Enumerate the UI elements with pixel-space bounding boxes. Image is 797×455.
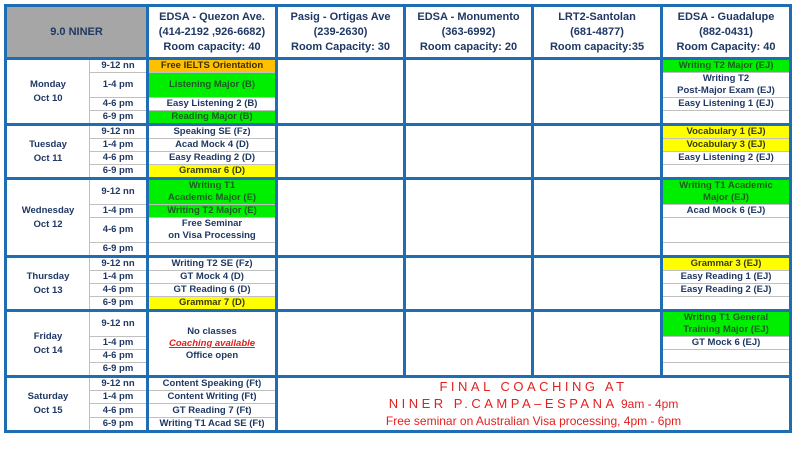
class-cell: Listening Major (B) — [148, 73, 277, 98]
class-cell — [662, 363, 791, 377]
branch-phone: (882-0431) — [699, 25, 753, 38]
class-cell — [662, 311, 791, 337]
class-cell: Grammar 6 (D) — [148, 165, 277, 179]
table-row — [6, 179, 791, 205]
empty-cell — [277, 257, 405, 311]
day-name: Saturday — [27, 391, 69, 402]
branch-header-santolan — [533, 6, 662, 59]
time-slot: 4-6 pm — [90, 404, 148, 417]
class-cell: Writing T2 Major (E) — [148, 205, 277, 218]
class-line: Writing T1 — [188, 180, 236, 191]
office-open-label: Office open — [185, 349, 239, 361]
empty-cell — [277, 311, 405, 377]
branch-phone: (681-4877) — [570, 25, 624, 38]
class-cell: Easy Reading 2 (D) — [148, 152, 277, 165]
class-cell: Easy Listening 2 (B) — [148, 98, 277, 111]
time-slot: 6-9 pm — [90, 165, 148, 179]
day-name: Monday — [30, 78, 66, 90]
class-line: Major (EJ) — [703, 192, 749, 203]
time-slot: 4-6 pm — [90, 284, 148, 297]
time-slot: 9-12 nn — [90, 59, 148, 73]
table-row — [6, 125, 791, 139]
branch-capacity: Room Capacity: 30 — [291, 40, 391, 53]
time-slot: 6-9 pm — [90, 363, 148, 377]
class-line: Training Major (EJ) — [683, 324, 769, 335]
time-slot: 1-4 pm — [90, 271, 148, 284]
time-slot: 1-4 pm — [90, 73, 148, 98]
class-cell: Easy Reading 2 (EJ) — [662, 284, 791, 297]
branch-name: EDSA - Quezon Ave. — [159, 10, 265, 23]
empty-cell — [277, 125, 405, 179]
time-slot: 9-12 nn — [90, 257, 148, 271]
brand-title: 9.0 NINER — [6, 6, 148, 59]
empty-cell — [405, 179, 533, 257]
class-cell: Grammar 3 (EJ) — [662, 257, 791, 271]
class-cell — [662, 297, 791, 311]
time-slot: 6-9 pm — [90, 111, 148, 125]
class-cell: Easy Listening 2 (EJ) — [662, 152, 791, 165]
empty-cell — [405, 311, 533, 377]
empty-cell — [405, 257, 533, 311]
day-cell-wednesday — [6, 179, 90, 257]
time-slot: 4-6 pm — [90, 152, 148, 165]
class-cell — [148, 179, 277, 205]
day-date: Oct 10 — [33, 92, 63, 104]
day-cell-saturday — [6, 377, 90, 432]
time-slot: 9-12 nn — [90, 377, 148, 391]
time-slot: 6-9 pm — [90, 417, 148, 431]
branch-phone: (414-2192 ,926-6682) — [158, 25, 266, 38]
class-line: Free Seminar — [181, 218, 243, 229]
coaching-available-link[interactable]: Coaching available — [168, 337, 256, 349]
branch-name: EDSA - Guadalupe — [677, 10, 775, 23]
class-cell: Content Speaking (Ft) — [148, 377, 277, 391]
header-row — [6, 6, 791, 59]
schedule-table — [4, 4, 792, 433]
time-slot: 1-4 pm — [90, 391, 148, 404]
class-cell: Content Writing (Ft) — [148, 391, 277, 404]
final-coaching-notice — [277, 377, 791, 432]
day-name: Thursday — [26, 270, 70, 282]
empty-cell — [533, 311, 662, 377]
class-line: Academic Major (E) — [167, 192, 257, 203]
class-cell — [662, 350, 791, 363]
time-slot: 9-12 nn — [90, 125, 148, 139]
class-cell: Grammar 7 (D) — [148, 297, 277, 311]
time-slot: 1-4 pm — [90, 337, 148, 350]
class-cell — [662, 165, 791, 179]
table-row — [6, 377, 791, 391]
time-slot: 4-6 pm — [90, 350, 148, 363]
day-name: Tuesday — [29, 138, 67, 150]
class-cell: Vocabulary 3 (EJ) — [662, 139, 791, 152]
class-cell: GT Mock 6 (EJ) — [662, 337, 791, 350]
branch-name: EDSA - Monumento — [417, 10, 520, 23]
branch-name: LRT2-Santolan — [558, 10, 636, 23]
final-coaching-venue — [280, 395, 787, 413]
class-cell — [662, 218, 791, 243]
class-cell — [148, 243, 277, 257]
class-cell: GT Reading 7 (Ft) — [148, 404, 277, 417]
branch-capacity: Room capacity:35 — [549, 40, 645, 53]
table-row — [6, 59, 791, 73]
empty-cell — [405, 125, 533, 179]
branch-header-guadalupe — [662, 6, 791, 59]
final-coaching-heading: FINAL COACHING AT — [439, 379, 628, 394]
empty-cell — [533, 59, 662, 125]
class-cell — [662, 73, 791, 98]
class-cell: Vocabulary 1 (EJ) — [662, 125, 791, 139]
day-name: Wednesday — [21, 204, 75, 216]
day-cell-thursday — [6, 257, 90, 311]
day-date: Oct 11 — [33, 152, 63, 164]
class-cell: Speaking SE (Fz) — [148, 125, 277, 139]
class-cell: Reading Major (B) — [148, 111, 277, 125]
class-line: Writing T2 — [702, 73, 750, 84]
time-slot: 4-6 pm — [90, 98, 148, 111]
empty-cell — [405, 59, 533, 125]
branch-phone: (239-2630) — [313, 25, 368, 38]
table-row — [6, 311, 791, 337]
time-slot: 1-4 pm — [90, 205, 148, 218]
empty-cell — [533, 257, 662, 311]
class-cell: Writing T1 Acad SE (Ft) — [148, 417, 277, 431]
no-classes-label: No classes — [187, 325, 237, 337]
class-cell: Acad Mock 6 (EJ) — [662, 205, 791, 218]
class-line: Writing T1 Academic — [679, 180, 773, 191]
class-cell: GT Mock 4 (D) — [148, 271, 277, 284]
class-cell: Easy Listening 1 (EJ) — [662, 98, 791, 111]
day-name: Friday — [33, 330, 63, 342]
class-cell: Writing T2 SE (Fz) — [148, 257, 277, 271]
empty-cell — [533, 179, 662, 257]
class-cell: Free IELTS Orientation — [148, 59, 277, 73]
class-cell — [662, 243, 791, 257]
class-cell — [662, 179, 791, 205]
time-slot: 6-9 pm — [90, 297, 148, 311]
venue-time: 9am - 4pm — [617, 397, 679, 411]
time-slot: 4-6 pm — [90, 218, 148, 243]
day-cell-tuesday — [6, 125, 90, 179]
branch-capacity: Room capacity: 40 — [163, 40, 261, 53]
no-classes-notice — [148, 311, 277, 377]
class-cell — [148, 218, 277, 243]
venue-name: NINER P.CAMPA–ESPANA — [388, 396, 618, 411]
class-cell: Writing T2 Major (EJ) — [662, 59, 791, 73]
empty-cell — [277, 179, 405, 257]
day-cell-friday — [6, 311, 90, 377]
day-date: Oct 15 — [33, 405, 63, 416]
branch-name: Pasig - Ortigas Ave — [290, 10, 391, 23]
time-slot: 6-9 pm — [90, 243, 148, 257]
branch-header-ortigas — [277, 6, 405, 59]
class-cell: GT Reading 6 (D) — [148, 284, 277, 297]
branch-phone: (363-6992) — [441, 25, 496, 38]
day-cell-monday — [6, 59, 90, 125]
empty-cell — [533, 125, 662, 179]
day-date: Oct 14 — [33, 344, 63, 356]
table-row — [6, 257, 791, 271]
time-slot: 9-12 nn — [90, 311, 148, 337]
day-date: Oct 13 — [33, 284, 63, 296]
time-slot: 9-12 nn — [90, 179, 148, 205]
class-cell: Easy Reading 1 (EJ) — [662, 271, 791, 284]
class-cell — [662, 111, 791, 125]
class-cell: Acad Mock 4 (D) — [148, 139, 277, 152]
branch-header-quezon — [148, 6, 277, 59]
class-line: Post-Major Exam (EJ) — [677, 85, 775, 96]
branch-capacity: Room capacity: 20 — [419, 40, 518, 53]
branch-capacity: Room Capacity: 40 — [676, 40, 776, 53]
branch-header-monumento — [405, 6, 533, 59]
day-date: Oct 12 — [33, 218, 63, 230]
empty-cell — [277, 59, 405, 125]
visa-seminar-notice: Free seminar on Australian Visa processing, 4pm - 6pm — [385, 414, 682, 428]
time-slot: 1-4 pm — [90, 139, 148, 152]
class-line: Writing T1 General — [683, 312, 769, 323]
class-line: on Visa Processing — [168, 230, 256, 241]
